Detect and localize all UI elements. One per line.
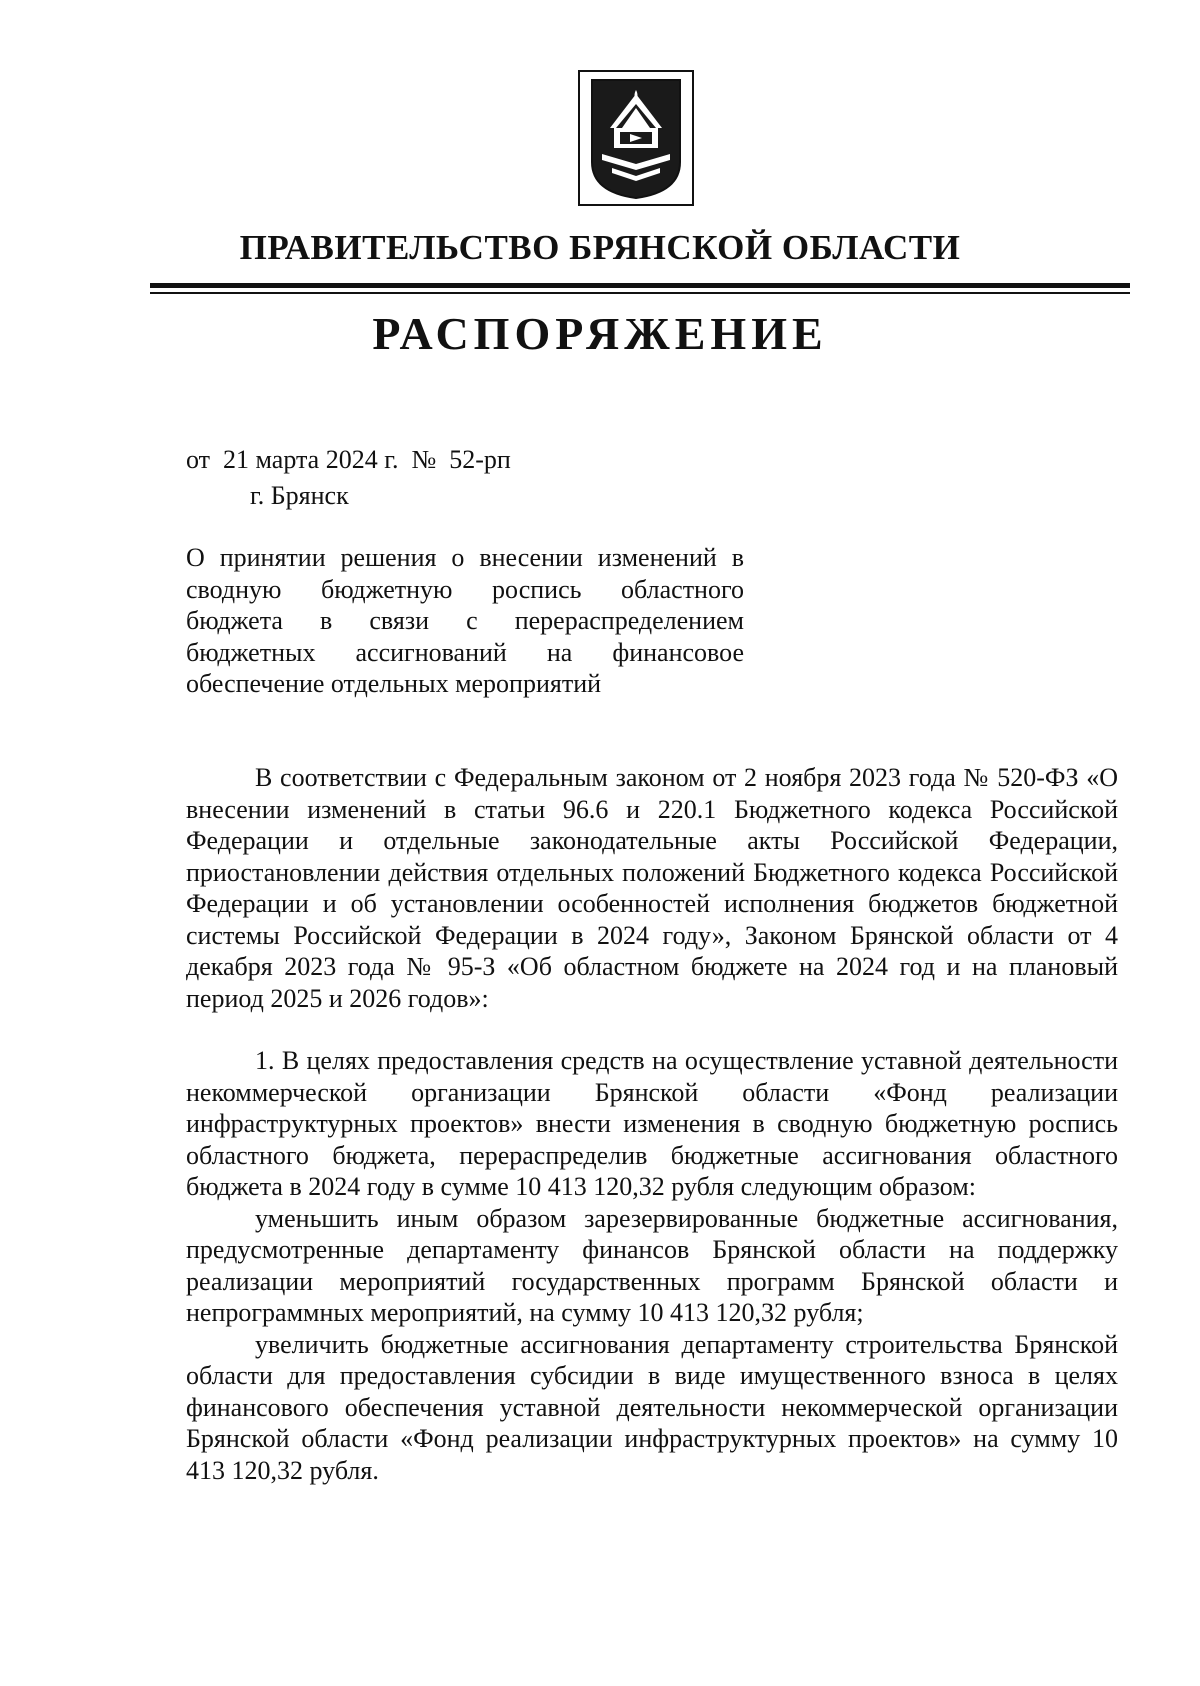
preamble-paragraph: В соответствии с Федеральным законом от 2 ноября 2023 года № 520-ФЗ «О внесении изменений в статьи 96.6 и 220.1 Бюджетного кодекса Российской Федерации и отдельные законодательные акты Российской Федерации, приостановлении действия отдельных положений Бюджетного кодекса Российской Федерации и об установлении особенностей исполнения бюджетов бюджетной системы Российской Федерации в 2024 году», Законом Брянской области от 4 декабря 2023 года № 95-З «Об областном бюджете на 2024 год и на плановый период 2025 и 2026 годов»: xyxy=(186,763,1118,1013)
header-divider-thin xyxy=(150,292,1130,294)
header-divider-thick xyxy=(150,283,1130,288)
coat-of-arms-emblem xyxy=(578,70,694,206)
decrease-paragraph: уменьшить иным образом зарезервированные бюджетные ассигнования, предусмотренные департаменту финансов Брянской области на поддержку реализации мероприятий государственных программ Брянской области и непрограммных мероприятий, на сумму 10 413 120,32 рубля; xyxy=(186,1203,1118,1327)
document-subject: О принятии решения о внесении изменений в сводную бюджетную роспись областного бюджета в связи с перераспределением бюджетных ассигнований на финансовое обеспечение отдельных мероприятий xyxy=(186,543,744,698)
document-date: от 21 марта 2024 г. xyxy=(186,445,399,474)
document-body xyxy=(186,762,1118,1486)
document-city: г. Брянск xyxy=(250,481,349,510)
organization-title: ПРАВИТЕЛЬСТВО БРЯНСКОЙ ОБЛАСТИ xyxy=(239,228,961,267)
document-type-title: РАСПОРЯЖЕНИЕ xyxy=(372,308,828,359)
coat-of-arms-icon xyxy=(578,70,694,206)
item-1-paragraph: 1. В целях предоставления средств на осуществление уставной деятельности некоммерческой организации Брянской области «Фонд реализации инфраструктурных проектов» внести изменения в сводную бюджетную роспись областного бюджета, перераспределив бюджетные ассигнования областного бюджета в 2024 году в сумме 10 413 120,32 рубля следующим образом: xyxy=(186,1046,1118,1201)
document-number: № 52-рп xyxy=(411,445,511,474)
increase-paragraph: увеличить бюджетные ассигнования департаменту строительства Брянской области для предоставления субсидии в виде имущественного взноса в целях финансового обеспечения уставной деятельности некоммерческой организации Брянской области «Фонд реализации инфраструктурных проектов» на сумму 10 413 120,32 рубля. xyxy=(186,1329,1118,1485)
document-date-number xyxy=(186,444,511,476)
